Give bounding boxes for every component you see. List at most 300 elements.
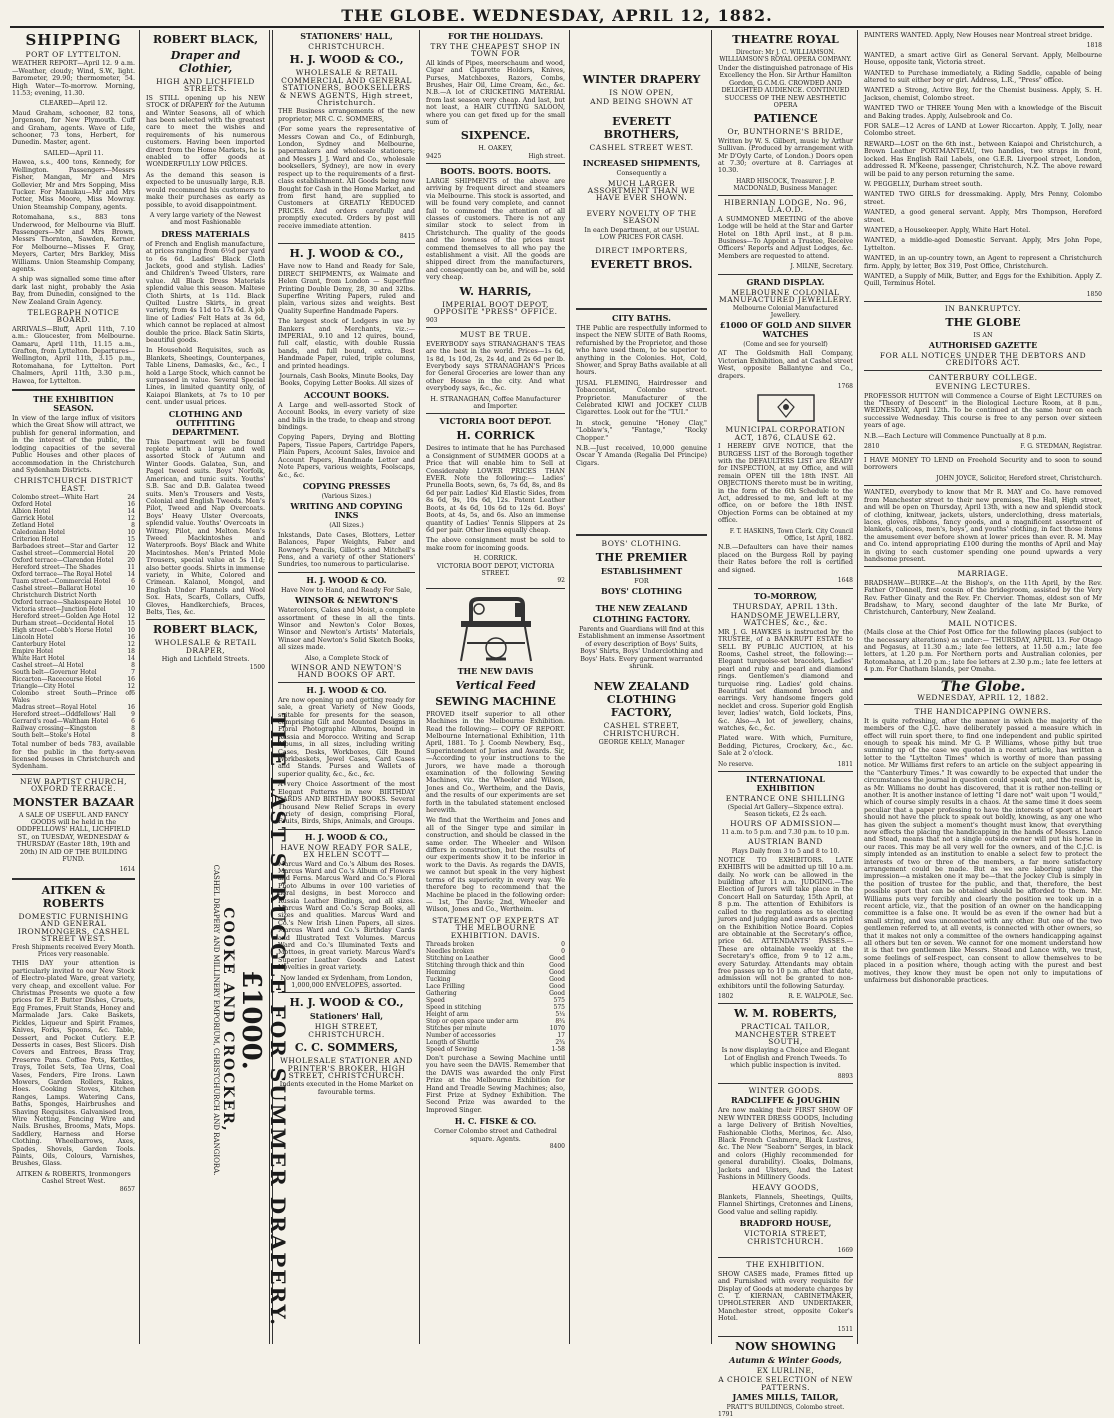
grand-display: GRAND DISPLAY.	[746, 276, 825, 287]
hotel-name: Empire Hotel	[12, 648, 53, 656]
hotel-name: Caledonian Hotel	[12, 529, 65, 537]
wanted-number: 1850	[1086, 290, 1102, 298]
robert-black-footer-number: 1500	[249, 663, 265, 671]
lodge-heading: HIBERNIAN LODGE, No. 96, U.A.O.D.	[723, 197, 848, 215]
band-heading: AUSTRIAN BAND	[748, 837, 823, 847]
gazette-sub: FOR ALL NOTICES UNDER THE DEBTORS AND CREDITORS ACT.	[879, 351, 1087, 368]
consequently: Consequently a	[616, 169, 667, 178]
hotel-beds: 10	[127, 529, 135, 537]
harris-number: 903	[426, 317, 438, 325]
hotel-beds: 10	[127, 585, 135, 593]
hotel-row	[12, 648, 135, 655]
now-showing-ex: EX LURLINE,	[756, 1365, 815, 1375]
davis-test-name: Stitching on Leather	[426, 954, 489, 962]
gold-sub: (Come and see for yourself)	[743, 341, 828, 349]
wanted-ad: WANTED TWO or THREE Young Men with a knowledge of the Biscuit and Baking trades. Apply, Aulsebrook and Co.	[864, 104, 1102, 120]
aitken-heading: AITKEN & ROBERTS	[41, 883, 106, 910]
inks-heading: WRITING AND COPYING INKS	[290, 501, 403, 521]
wood-subheading: WHOLESALE & RETAIL COMMERCIAL AND GENERAL STATIONERS, BOOKSELLERS & NEWS AGENTS, High street, Christchurch.	[279, 68, 414, 108]
wood5-sub: HAVE NOW READY FOR SALE, EX HELEN SCOTT—	[280, 842, 413, 860]
davis-test-result: 2¾	[555, 1038, 565, 1046]
hotel-name: Hereford street—The Shades	[12, 564, 101, 572]
corrick-number: 92	[557, 577, 565, 585]
davis-table-row	[426, 948, 565, 955]
copying-presses-heading: COPYING PRESSES	[302, 480, 391, 491]
davis-test-result: 0	[561, 940, 565, 948]
refit: N.B.—Defaulters can have their names placed on the Burgess Roll by paying their Rates before the roll is certified and signed.	[718, 543, 853, 574]
hotel-row	[12, 501, 135, 508]
college-body: PROFESSOR HUTTON will Commence a Course of Eight LECTURES on the "Theory of Descent" in the Biological Lecture Room, at 8 p.m., WEDNESDAY, April 12th. To be continued at the same hour on each successive Wednesday. This course is free to any person over sixteen years of age.	[864, 391, 1102, 430]
melbourne-heading: MELBOURNE COLONIAL MANUFACTURED JEWELLERY.	[719, 287, 852, 304]
city-seal-emblem	[756, 393, 816, 423]
hotel-row	[12, 690, 135, 704]
hotel-name: Madras street—Royal Hotel	[12, 704, 97, 712]
hotel-beds: 11	[127, 564, 135, 572]
radcliffe-body: Are now making their FIRST SHOW OF NEW WINTER DRESS GOODS, Including a large Delivery of British Novelties, Fashionable Cloths, Merinos, &c. Also, Black French Cashmere, Black Lustres, &c. The New "Seaborn" Serges, in black and colors (Highly recommended for general durability). Cloaks, Dolmans, Jackets and Ulsters, And the Latest Fashions in Millinery Goods.	[718, 1106, 853, 1182]
hotel-beds: 15	[127, 536, 135, 544]
stationers-city: CHRISTCHURCH.	[308, 42, 385, 51]
hotel-row	[12, 585, 135, 592]
hotel-name: Albion Hotel	[12, 508, 51, 516]
each-department: In each Department, at our USUAL LOW PRICES FOR CASH.	[584, 225, 699, 242]
account-books-heading: ACCOUNT BOOKS.	[303, 389, 389, 400]
municipal-body: I HEREBY GIVE NOTICE, that the BURGESS LIST of the Borough together with the DEFAULTERS LIST are READY for INSPECTION, at my Office, and will remain OPEN till the 18th INST. All OBJECTIONS thereto must be in writing, in the form of the 6th Schedule to the Act, addressed to me, and left at my office, on or before the 18th INST. Objection Forms can be obtained at my office.	[718, 442, 853, 525]
hotel-beds: 8	[131, 662, 135, 670]
xmas-body: A very Choice Assortment of the most Elegant Patterns in new BIRTHDAY CARDS AND BIRTHDAY BOOKS. Several Thousand New Relief Scraps in every variety of design, comprising Floral, Fruits, Birds, Ships, Animals, and Groups.	[278, 780, 415, 826]
hotel-row	[12, 557, 135, 564]
cleared-text: Maud Graham, schooner, 82 tons, Jorgenson, for New Plymouth. Cuff and Graham, agents. Wave of Life, schooner, 73 tons, Herbert, for Dunedin. Master, agent.	[12, 108, 135, 147]
now-showing-heading: NOW SHOWING	[735, 1339, 836, 1353]
hours-heading: HOURS OF ADMISSION—	[730, 819, 841, 829]
column-stationers	[274, 30, 420, 1344]
hotel-name: Tuam street—Commercial Hotel	[12, 578, 111, 586]
clothing-heading: CLOTHING AND OUTFITTING DEPARTMENT.	[168, 408, 243, 437]
nz-footer-manager: GEORGE KELLY, Manager	[598, 738, 685, 747]
mills-sub: PRATT'S BUILDINGS, Colombo street.	[726, 1404, 845, 1412]
kiernan-body: SHOW CASES made, Frames fitted up and Furnished with every requisite for Display of Goods at moderate charges by C. T. KIERNAN, CABINETMAKER, UPHOLSTERER AND UNDERTAKER, Manchester street, opposite Coker's Hotel.	[718, 1269, 853, 1323]
davis-test-name: Stitches per minute	[426, 1024, 487, 1032]
refit-number: 1648	[837, 577, 853, 585]
davis-table-row	[426, 962, 565, 969]
davis-test-result: 8¾	[555, 1017, 565, 1025]
cleared-heading: CLEARED—April 12.	[39, 99, 108, 108]
davis-test-result: Good	[549, 989, 565, 997]
hotel-row	[12, 606, 135, 613]
hotel-name: Gerrard's road—Waltham Hotel	[12, 718, 109, 726]
hotel-row	[12, 655, 135, 662]
bradford-address: VICTORIA STREET, CHRISTCHURCH.	[744, 1229, 827, 1246]
robert-black-body: IS STILL opening up his NEW STOCK of DRAPERY for the Autumn and Winter Seasons, all of which has been selected with the greatest care to meet the wishes and requirements of his numerous customers. Having been imported direct from the Home Markets, he is enabled to offer goods at WONDERFULLY LOW PRICES.	[146, 93, 265, 169]
hotel-name: Criterion Hotel	[12, 536, 59, 544]
hotel-row	[12, 508, 135, 515]
jewellery-heading: HANDSOME JEWELLERY, WATCHES, &c., &c.	[730, 610, 841, 628]
column-globe	[860, 30, 1106, 1344]
aitken-body: THIS DAY your attention is particularly invited to our New Stock of Electro-plated Ware, great variety, very cheap, and excellent value. For Christmas Presents we quote a few prices for E.P. Butter Dishes, Cruets, Egg Frames, Fruit Stands, Honey and Marmalade Jars. Cake Baskets, Pickles, Liqueur and Spirit Frames, Knives, Forks, Spoons, &c. Table, Dessert, and Pocket Cutlery. E.P. Desserts in cases, Best Slicers. Dish Covers and Entrees, Brass Tray, Preserve Pans. Coffee Pots, Kettles, Trays, Toilet Sets, Tea Urns, Coal Vases, Fenders, Fire Irons. Lawn Mowers, Garden Rollers, Rakes, Hoes. Cooking Stoves, Kitchen Ranges, Lamps. Watering Cans, Baths, Sponges, Hairbrushes and Shaving Requisites. Galvanised Iron, Wire Netting, Fencing Wire and Nails. Brushes, Brooms, Mats, Mops. Saddlery, Harness and Horse Clothing. Wheelbarrows, Axes, Spades, Shovels, Garden Tools. Paints, Oils, Colours, Varnishes, Brushes, Glass.	[12, 959, 135, 1168]
davis-test-name: Needles broken	[426, 947, 475, 955]
bradford-number: 1669	[837, 1246, 853, 1254]
heavy-goods-body: Blankets, Flannels, Sheetings, Quilts, Flannel Shirtings, Cretonnes and Linens, Good value and selling rapidly.	[718, 1192, 853, 1216]
wood4-heading: H. J. WOOD & CO.	[306, 684, 387, 695]
globe-is-an: IS AN	[973, 330, 993, 339]
wanted-ad: WANTED, in an up-country town, an Agent to represent a Christchurch firm. Apply, by letter, Box 319, Post Office, Christchurch.	[864, 254, 1102, 270]
college-nb: N.B.—Each Lecture will Commence Punctually at 8 p.m.	[864, 431, 1047, 440]
hotel-beds: 14	[127, 508, 135, 516]
hotel-row	[12, 627, 135, 634]
copying-presses-sub: (Various Sizes.)	[321, 491, 372, 500]
hotels-total: Total number of beds 783, available for the public in the forty-seven licensed houses in Christchurch and Sydenham.	[12, 740, 135, 771]
holidays-heading: FOR THE HOLIDAYS.	[447, 31, 544, 41]
davis-table-row	[426, 1025, 565, 1032]
aitken-sign: AITKEN & ROBERTS, Ironmongers Cashel Street West.	[16, 1169, 131, 1186]
davis-test-result: 1-58	[551, 1045, 565, 1053]
walpole-number: 1802	[718, 993, 734, 1001]
davis-table-row	[426, 955, 565, 962]
davis-test-result: 5¼	[555, 1010, 565, 1018]
davis-table-row	[426, 941, 565, 948]
corrick-address: VICTORIA BOOT DEPOT, VICTORIA STREET.	[436, 561, 555, 577]
hotel-beds: 16	[127, 676, 135, 684]
davis-test-result: 575	[553, 1003, 565, 1011]
no-reserve: No reserve.	[718, 760, 754, 768]
tea-body: EVERYBODY says STRANAGHAN'S TEAS are the best in the world. Prices—1s 6d, 1s 8d, 1s 10d, 2s, 2s 4d, and 2s 6d per lb. Everybody says STRANAGHAN'S Prices for General Groceries are lower than any other House in the city. And what everybody says, &c., &c.	[426, 339, 565, 393]
wanted-know-body: WANTED, everybody to know that Mr R. MAY and Co. have removed from Manchester street to their new premises, The Hall, High street, and will be open on Thursday, April 13th, with a new and splendid stock of clothing, knitwear, jackets, ulsters, underclothing, dress materials, laces, gloves, ribbons, fancy goods, and a magnificent assortment of blankets, calicoes, men's, boys', and youths' clothing, in fact those items the amusement ever before shown at lower prices than ever. R. M. May and Co. intend appropriating £100 during the months of April and May in giving to each customer spending one pound upwards a very handsome present.	[864, 488, 1102, 563]
hotel-beds: 10	[127, 599, 135, 607]
wood-heading: H. J. WOOD & CO.,	[289, 53, 404, 67]
hotel-row	[12, 613, 135, 620]
hotel-name: South belt—Governor Hotel	[12, 669, 97, 677]
davis-body2: We find that the Wertheim and Jones and all of the Singer type and similar in construction, and should be classed in the same order. The Wheeler and Wilson differs in construction, but the results of our experiments show it to be inferior in work to the Davis. As regards the DAVIS, we cannot but speak in the very highest terms of its superiority in every way. We therefore beg to recommend that the Machine be placed in the following order:— 1st, The Davis; 2nd, Wheeler and Wilson, Jones and Co., Wertheim.	[426, 816, 565, 914]
rotomahana-text: Rotomahana, s.s., 883 tons Underwood, for Melbourne via Bluff. Passengers—Mr and Mrs Brown, Messrs Thornton, Sawden, Kerner. For Melbourne—Misses F. Gray, Meyers, Carter, Mrs Barkley, Miss Williams. Union Steamship Company, agents.	[12, 213, 135, 273]
telegraph-text: ARRIVALS—Bluff, April 11th, 7.10 a.m.: Gloucester, from Melbourne. Oamaru, April 11th, 11.15 a.m., Grafton, from Lyttelton. Departures—Wellington, April 11th, 3.15 p.m., Rotomahana, for Lyttelton. Port Chalmers, April 11th, 3.30 p.m., Hawea, for Lyttelton.	[12, 324, 135, 385]
hotel-beds: 15	[127, 620, 135, 628]
masthead	[10, 4, 1104, 28]
hotel-beds: 12	[127, 613, 135, 621]
wanted-ad: WANTED, a good general servant. Apply, Mrs Thompson, Hereford street.	[864, 208, 1102, 224]
hotel-row	[12, 599, 135, 606]
wanted-ad: REWARD—LOST on the 6th inst., between Kaiapoi and Christchurch, a Brown Leather PORTMANTEAU, two handles, two straps in front, locked. Has English Rail Labels, one G.E.R. Liverpool street, London, addressed R. M'Keene, passenger, Christchurch, N.Z. The above reward will be paid to any person returning the same.	[864, 139, 1102, 178]
roberts-body: Is now displaying a Choice and Elegant Lot of English and French Tweeds. To which public inspection is invited.	[721, 1046, 850, 1070]
dress-materials-heading: DRESS MATERIALS	[161, 228, 250, 239]
davis-title: SEWING MACHINE	[435, 694, 556, 708]
hotel-row	[12, 711, 135, 718]
wood2-heading: H. J. WOOD & CO.,	[289, 247, 404, 261]
city-baths-body: THE Public are respectfully informed to inspect the NEW SUITE of Bath Rooms, refurnished by the Proprietor, and those who have used them, to be superior to anything in the Colonies. Hot, Cold, Shower, and Spray Baths available at all hours.	[576, 323, 707, 377]
wanted-ad: FOR SALE—12 Acres of LAND at Lower Riccarton. Apply, T. Jolly, near Colombo street.	[864, 122, 1102, 138]
robert-black-body3: A very large variety of the Newest and most Fashionable	[149, 210, 262, 227]
corrick-body: Desires to intimate that he has Purchased a Consignment of SUMMER GOODS at a Price that will enable him to Sell at Considerably LOWER PRICES THAN EVER. Note the following:— Ladies' Prunella Boots, sewn, 6s, 7s 6d, 8s, and 8s 6d per pair. Ladies' Kid Elastic Sides, from 8s 6d, 9s, 10s 6d, 12s. Patent Leather Boots, at 4s 6d, 10s 6d to 12s 6d. Boys' Boots, at 4s, 5s, and 6s. Also an immense quantity of Ladies' Tennis Slippers at 2s 6d per pair. Other lines equally cheap.	[426, 444, 565, 534]
college-sub: EVENING LECTURES.	[935, 382, 1031, 392]
winsor-books: WINSOR AND NEWTON'S HAND BOOKS OF ART.	[290, 663, 403, 680]
hiscock: HARD HISCOCK, Treasurer. J. P. MACDONALD, Business Manager.	[733, 177, 838, 192]
painters-wanted: PAINTERS WANTED. Apply, New Houses near Montreal street bridge.	[864, 31, 1093, 39]
hotel-beds: 16	[127, 501, 135, 509]
hotel-row	[12, 725, 135, 732]
wood6-address: HIGH STREET, CHRISTCHURCH.	[308, 1022, 385, 1039]
amount-heading: £1000.	[236, 970, 266, 1070]
patience-heading: PATIENCE	[753, 112, 818, 126]
handicap-heading: THE HANDICAPPING OWNERS.	[914, 707, 1052, 717]
hotel-name: Oxford terrace—The Royal Hotel	[12, 571, 112, 579]
davis-table-row	[426, 1011, 565, 1018]
hotel-beds: 20	[127, 550, 135, 558]
wood3-body: Have Now to Hand, and Ready For Sale,	[280, 585, 413, 594]
roberts-sub: PRACTICAL TAILOR, MANCHESTER STREET SOUTH,	[734, 1022, 837, 1046]
increased-shipments: INCREASED SHIPMENTS,	[582, 158, 701, 169]
davis-test-name: Stitching through thick and thin	[426, 961, 525, 969]
hotel-beds: 14	[127, 571, 135, 579]
hotel-beds: 7	[131, 669, 135, 677]
robert-black-footer-heading: ROBERT BLACK,	[152, 623, 259, 637]
sommers-sub: WHOLESALE STATIONER AND PRINTER'S BROKER, HIGH STREET, CHRISTCHURCH.	[280, 1056, 413, 1081]
davis-test-name: Stop or open space under arm	[426, 1017, 519, 1025]
hotel-name: Victoria street—Junction Hotel	[12, 606, 106, 614]
hotel-beds: 24	[127, 494, 135, 502]
dress-materials-body: of French and English manufacture, at prices ranging from 6½d per yard to 6s 6d. Ladies' Black Cloth Jackets, good and stylish. Ladies' and Children's Tweed Ulsters, rare value. All Black Dress Materials splendid value this season. Maltese Cloth Shirts, at 1s 11d. Black Quilted Lustre Skirts, in great variety, from 4s 11d to 17s 6d. A job line of Ladies' Felt Hats at 3s 6d, which cannot be replaced at almost double the price. Black Satin Skirts, beautiful goods.	[146, 239, 265, 344]
tomorrow-heading: TO-MORROW,	[753, 590, 818, 601]
globe-date: WEDNESDAY, APRIL 12, 1882.	[917, 693, 1049, 703]
winsor-body: Watercolors, Cakes and Moist, a complete assortment of these in all the tints. Winsor and Newton's Color Boxes, Winsor and Newton's Artists' Materials, Winsor and Newton's Solid Sketch Books, all sizes made.	[278, 606, 415, 652]
davis-test-result: Good	[549, 982, 565, 990]
kiernan-number: 1511	[837, 1325, 853, 1333]
joyce-sign: JOHN JOYCE, Solicitor, Hereford street, Christchurch.	[936, 474, 1102, 482]
hotel-row	[12, 718, 135, 725]
painters-number: 1818	[1086, 42, 1102, 50]
hotel-row	[12, 676, 135, 683]
sailed-heading: SAILED—April 11.	[43, 148, 104, 157]
harris-sub: IMPERIAL BOOT DEPOT, OPPOSITE "PRESS" OFFICE.	[433, 299, 558, 316]
hotel-row	[12, 704, 135, 711]
municipal-heading: MUNICIPAL CORPORATION ACT, 1876, CLAUSE 62.	[725, 425, 846, 442]
oakey-number: 9425	[426, 152, 442, 160]
aitken-fresh: Fresh Shipments received Every Month. Prices very reasonable.	[12, 944, 135, 959]
hotel-name: Zetland Hotel	[12, 522, 54, 530]
robert-black-footer-address: High and Lichfield Streets.	[161, 655, 250, 664]
international-exhibition-heading: INTERNATIONAL EXHIBITION	[746, 773, 825, 793]
household-body: In Household Requisites, such as Blankets, Sheetings, Counterpanes, Table Linens, Damasks, &c., &c., I hold a Large Stock, which cannot be surpassed in value. Several Special Lines, in limited quantity only, of Kaiapoi Blankets, at 7s to 10 per cent. under usual prices.	[146, 346, 265, 407]
hotel-row	[12, 620, 135, 627]
hotel-row	[12, 522, 135, 529]
wanted-ad: WANTED, a middle-aged Domestic Servant. Apply, Mrs John Pope, Lyttelton.	[864, 236, 1102, 252]
bazaar-number: 1614	[119, 866, 135, 874]
davis-table-row	[426, 969, 565, 976]
davis-sub: Vertical Feed	[455, 678, 536, 692]
hotel-beds: 6	[131, 690, 135, 698]
davis-test-name: Lace Frilling	[426, 982, 465, 990]
copying-body: Copying Papers, Drying and Blotting Papers, Tissue Papers, Cartridge Papers, Plain Papers, Account Sales, Invoice and Account Papers, Handmade Letter and Note Papers, various weights, Foolscaps, &c., &c.	[278, 433, 415, 479]
bankruptcy-heading: IN BANKRUPTCY.	[944, 304, 1022, 314]
harris-heading: W. HARRIS,	[459, 284, 532, 298]
fiske-number: 8400	[549, 1143, 565, 1150]
robert-black-address: HIGH AND LICHFIELD STREETS.	[156, 77, 255, 94]
lodge-body: A SUMMONED MEETING of the above Lodge will be held at the Star and Garter Hotel on 18th April inst., at 8 p.m. Business—To Appoint a Trustee, Receive Officers' Reports and Adjust Lodges, &c. Members are requested to attend.	[718, 214, 853, 260]
hotel-name: Triangle—City Hotel	[12, 683, 75, 691]
gold-number: 1768	[837, 382, 853, 390]
davis-test-result: 17	[557, 1031, 565, 1039]
davis-test-result: 1070	[549, 1024, 565, 1032]
no-reserve-number: 1811	[837, 760, 853, 768]
cooke-crocker-address: CASHEL DRAPERY AND MILLINERY EMPORIUM, CHRISTCHURCH AND RANGIORA.	[212, 864, 220, 1176]
davis-table-row	[426, 976, 565, 983]
premier-heading: THE PREMIER	[595, 550, 688, 564]
wanted-list	[864, 52, 1102, 288]
hotel-beds: 8	[131, 522, 135, 530]
aitken-number: 8657	[119, 1185, 135, 1193]
tobacco-body: In stock, genuine "Honey Clay," "Loblaw's," "Fantage," "Rocky Chopper."	[576, 418, 707, 442]
davis-test-name: Speed of Sewing	[426, 1045, 477, 1053]
davis-table-row	[426, 1032, 565, 1039]
bradford-heading: BRADFORD HOUSE,	[739, 1218, 832, 1229]
wanted-ad: W. PEGGELLY, Durham street south.	[864, 179, 983, 188]
wood6-heading: H. J. WOOD & CO.,	[289, 996, 404, 1010]
masthead-title: THE GLOBE. WEDNESDAY, APRIL 12, 1882.	[341, 5, 773, 25]
hotel-name: Colombo street South—Prince of Wales	[12, 690, 132, 705]
hotel-row	[12, 634, 135, 641]
theatre-director: Director: Mr J. C. WILLIAMSON. WILLIAMSON'S ROYAL OPERA COMPANY.	[719, 49, 852, 63]
winter-drapery-sub: IS NOW OPEN,	[609, 88, 674, 97]
novelty: EVERY NOVELTY OF THE SEASON	[586, 208, 697, 226]
gold-heading: £1000 OF GOLD AND SILVER WATCHES	[719, 320, 852, 340]
inkstands-body: Inkstands, Date Cases, Blotters, Letter Balances, Paper Weights, Faber and Rowney's Pencils, Gillott's and Mitchell's Pens, and a variety of other Stationers' Sundries, too numerous to particularise.	[278, 530, 415, 569]
cooke-crocker-heading: COOKE AND CROCKER,	[220, 907, 236, 1133]
hotel-row	[12, 564, 135, 571]
hotel-row	[12, 571, 135, 578]
hotel-name: Cashel street—Al Hotel	[12, 662, 84, 670]
heavy-goods-heading: HEAVY GOODS,	[751, 1183, 820, 1193]
hotel-name: South belt—Stoke's Hotel	[12, 732, 91, 740]
aitken-subheading: DOMESTIC FURNISHING AND GENERAL IRONMONGERS, CASHEL STREET WEST.	[17, 911, 130, 944]
patience-sub: Or, BUNTHORNE'S BRIDE,	[727, 127, 844, 137]
hotel-name: Colombo street—White Hart	[12, 494, 99, 502]
davis-footer: Don't purchase a Sewing Machine until you have seen the DAVIS. Remember that the DAVIS was awarded the only First Prize at the Melbourne Exhibition for Hand and Treadle Sewing Machines; also, First Prize at Sydney Exhibition. The Second Prize was awarded to the Improved Singer.	[426, 1053, 565, 1114]
hotel-beds: 9	[131, 711, 135, 719]
nz-footer-address: CASHEL STREET, CHRISTCHURCH.	[603, 721, 680, 738]
much-larger: MUCH LARGER ASSORTMENT THAN WE HAVE EVER SHOWN.	[587, 178, 696, 203]
davis-table-heading: STATEMENT OF EXPERTS AT THE MELBOURNE EXHIBITION. DAVIS.	[432, 915, 559, 940]
exhibition-intro: In view of the large influx of visitors which the Great Show will attract, we publish for general information, and in the interest of the public, the lodging capacities of the several Public Houses and other places of accommodation in the Christchurch and Sydenham Districts.	[12, 414, 135, 474]
nz-sub: CLOTHING FACTORY.	[592, 614, 691, 624]
hotel-name: Cashel street—Ballarat Hotel	[12, 585, 102, 593]
hotel-row	[12, 515, 135, 522]
gold-body: AT The Goldsmith Hall Company, Victorian Exhibition, and at Cashel street West, opposite Ballantyne and Co., drapers.	[718, 349, 853, 380]
robert-black-body2: As the demand this season is expected to be unusually large, R.B. would recommend his customers to make their purchases as early as possible, to avoid disappointment.	[146, 170, 265, 209]
plated-body: Plated ware. With which, Furniture, Bedding, Pictures, Crockery, &c., &c. Sale at 2 o'clock.	[718, 734, 853, 758]
globe-heading: THE GLOBE	[945, 315, 1021, 329]
hotel-name: White Hart Hotel	[12, 655, 65, 663]
wanted-ad: WANTED, a Housekeeper. Apply, White Hart Hotel.	[864, 225, 1031, 234]
davis-table-row	[426, 1046, 565, 1053]
fiske-address: Corner Colombo street and Cathedral square. Agents.	[434, 1127, 557, 1143]
wood5-body: Marcus Ward and Co.'s Album des Roses. Marcus Ward and Co.'s Album of Flowers and Ferns. Marcus Ward and Co.'s Floral Photo Albums in over 100 varieties of floral designs, in best Morocco and Russia Leather Bindings, and all sizes. Marcus Ward and Co.'s Scrap Books, all sizes and qualities. Marcus Ward and Co.'s New Irish Linen Papers, all sizes. Marcus Ward and Co.'s Birthday Cards and Illustrated Text Volumes. Marcus Ward and Co.'s Illuminated Texts and Mottoes, in great variety. Marcus Ward's Superior Leather Goods and Latest Novelties in great variety.	[278, 859, 415, 972]
hotel-row	[12, 536, 135, 543]
davis-body: PROVED itself superior to all other Machines in the Melbourne Exhibition. Read the following:— COPY OF REPORT. Melbourne International Exhibition, 11th April, 1881. To J. Coomb Newbery, Esq., Superintendent of Juries and Awards. Sir,—According to your instructions to the Jurors, we have made a thorough examination of the following Sewing Machines, viz. the Wheeler and Wilson, Jones and Co., Wertheim, and the Davis, and the results of our experiments are set forth in the tabulated statement enclosed herewith.	[426, 709, 565, 815]
hotel-row	[12, 529, 135, 536]
column-theatre	[714, 30, 858, 1418]
wanted-ad: WANTED to Purchase immediately, a Riding Saddle, capable of being altered to suit either boy or girl. Address, L.R., "Press" office.	[864, 68, 1102, 85]
hotel-name: Christchurch District North	[12, 592, 97, 600]
stedman-number: 2810	[864, 443, 880, 451]
hotel-beds: 12	[127, 515, 135, 523]
mail-body: (Mails close at the Chief Post Office for the following places (subject to the necessary alterations) as under:— THURSDAY, APRIL 13. For Otago and Pegasus, at 11.30 a.m.; late fee letters, at 11.50 a.m.; late fee letters, at 1.20 p.m. For Northern ports and Australian colonies, per Rotomahana, at 1.20 p.m.; late fee letters at 2.30 p.m.; late fee letters at 4 p.m. For Chatham Islands, per Omaha.	[864, 628, 1102, 674]
telegraph-heading: TELEGRAPH NOTICE BOARD.	[27, 308, 120, 325]
boys-clothing: BOYS' CLOTHING.	[601, 539, 682, 549]
hotel-row	[12, 592, 135, 599]
column-everett	[572, 30, 712, 1344]
hotel-beds: 16	[127, 634, 135, 642]
davis-table-row	[426, 990, 565, 997]
wood3-heading: H. J. WOOD & CO.	[306, 574, 387, 585]
davis-test-result: Good	[549, 968, 565, 976]
robert-black-heading: ROBERT BLACK,	[152, 33, 259, 46]
davis-test-name: Tucking	[426, 975, 451, 983]
wanted-ad: WANTED a Strong, Active Boy, for the Chemist business. Apply, S. H. Jackson, chemist, Colombo street.	[864, 86, 1102, 102]
wood2-body: Have now to Hand and Ready for Sale, DIRECT SHIPMENTS, ex Waimate and Helen Grant, from London — Superfine Printing Double Demy, 28, 30 and 32lbs. Superfine Writing Papers, ruled and plain, various sizes and weights. Best Quality Superfine Handmade Papers.	[278, 262, 415, 315]
sixpence-heading: SIXPENCE.	[460, 129, 531, 143]
holidays-try: TRY THE CHEAPEST SHOP IN TOWN FOR	[430, 42, 561, 59]
roberts-number: 8893	[837, 1072, 853, 1080]
now-showing-choice: A CHOICE SELECTION of NEW PATTERNS.	[718, 1375, 853, 1392]
mills-number: 1791	[718, 1411, 734, 1418]
davis-table-row	[426, 997, 565, 1004]
hotel-beds: 6	[131, 578, 135, 586]
marriage-body: BRADSHAW—BURKE—At the Bishop's, on the 11th April, by the Rev. Father O'Donnell, first cousin of the bridegroom, assisted by the Very Rev. Father Ginaty and the Rev. Fr. Chervier. Thomas, eldest son of Mr Bradshaw, to Mary, second daughter of the late Mr Burke, of Christchurch, Canterbury, New Zealand.	[864, 578, 1102, 617]
victoria-boot-heading: VICTORIA BOOT DEPOT.	[439, 416, 552, 427]
wood5-heading: H. J. WOOD & CO.,	[305, 831, 388, 842]
hotel-beds: 10	[127, 627, 135, 635]
davis-test-name: Speed	[426, 996, 445, 1004]
lend-heading: I HAVE MONEY TO LEND on Freehold Security and to soon to sound borrowers	[864, 456, 1102, 472]
gazette-heading: AUTHORISED GAZETTE	[928, 340, 1038, 350]
davis-test-name: Height of arm	[426, 1010, 469, 1018]
hotel-row	[12, 732, 135, 739]
hotel-name: Oxford terrace—Clarendon Hotel	[12, 557, 114, 565]
thursday-heading: THURSDAY, APRIL 13th.	[732, 601, 839, 611]
hotel-row	[12, 550, 135, 557]
now-showing-sub: Autumn & Winter Goods,	[729, 1354, 842, 1365]
hotel-beds: 12	[127, 683, 135, 691]
sommers-footer: Indents executed in the Home Market on favourable terms.	[279, 1080, 414, 1096]
davis-test-name: Length of Shuttle	[426, 1038, 480, 1046]
hours-body: 11 a.m. to 5 p.m. and 7.30 p.m. to 10 p.m.	[721, 829, 850, 837]
hotel-beds: 10	[127, 606, 135, 614]
winter-goods-heading: WINTER GOODS.	[748, 1086, 823, 1095]
hotel-name: Oxford Hotel	[12, 501, 52, 509]
winter-drapery-sub2: AND BEING SHOWN AT	[590, 97, 693, 107]
district-heading: CHRISTCHURCH DISTRICT EAST.	[14, 476, 133, 493]
everett-heading: EVERETT BROTHERS,	[603, 114, 680, 141]
hotel-beds: 12	[127, 641, 135, 649]
melbourne-sub: Melbourne Colonial Manufactured Jewellery.	[732, 305, 839, 320]
church-heading: NEW BAPTIST CHURCH, OXFORD TERRACE.	[19, 776, 127, 794]
globe-masthead: The Globe.	[940, 678, 1026, 695]
fleming-body: JUSAL FLEMING, Hairdresser and Tobacconist, Colombo street. Proprietor. Manufacturer of the Celebrated KIWI and JOCKEY CLUB Cigarettes. Look out for the "TUI."	[576, 378, 707, 417]
theatre-body: Under the distinguished patronage of His Excellency the Hon. Sir Arthur Hamilton Gordon, G.C.M.G. CROWDED AND DELIGHTED AUDIENCE. CONTINUED SUCCESS OF THE NEW AESTHETIC OPERA	[718, 64, 853, 110]
hotel-name: Garrick Hotel	[12, 515, 54, 523]
corrick-sign: H. CORRICK.	[473, 554, 518, 563]
stedman-sign: F. G. STEDMAN, Registrar.	[1020, 443, 1102, 451]
winter-drapery-heading: WINTER DRAPERY	[582, 73, 701, 86]
winsor-heading: WINSOR & NEWTON'S	[294, 595, 399, 606]
hotel-name: Durham street—Occidental Hotel	[12, 620, 114, 628]
hotel-name: Hereford street—Oddfellows' Hall	[12, 711, 116, 719]
entrance-heading: ENTRANCE ONE SHILLING	[725, 793, 846, 803]
city-baths-heading: CITY BATHS.	[612, 312, 671, 323]
hotel-name: Oxford terrace—Shakespeare Hotel	[12, 599, 121, 607]
davis-test-name: Threads broken	[426, 940, 475, 948]
hotel-name: Railway crossing—Kingston	[12, 725, 97, 733]
hotel-name: High street—Cobb's Horse Hotel	[12, 627, 113, 635]
ledgers-body: The largest stock of Ledgers in use by Bankers and Merchants, viz.:— IMPERIAL, 9.10 and 12 quires, bound, full calf, elastic, with double Russia bands, and full bound, extra. Best Handmade Paper, ruled, triple columns, and printed headings.	[278, 317, 415, 370]
hotel-row	[12, 543, 135, 550]
